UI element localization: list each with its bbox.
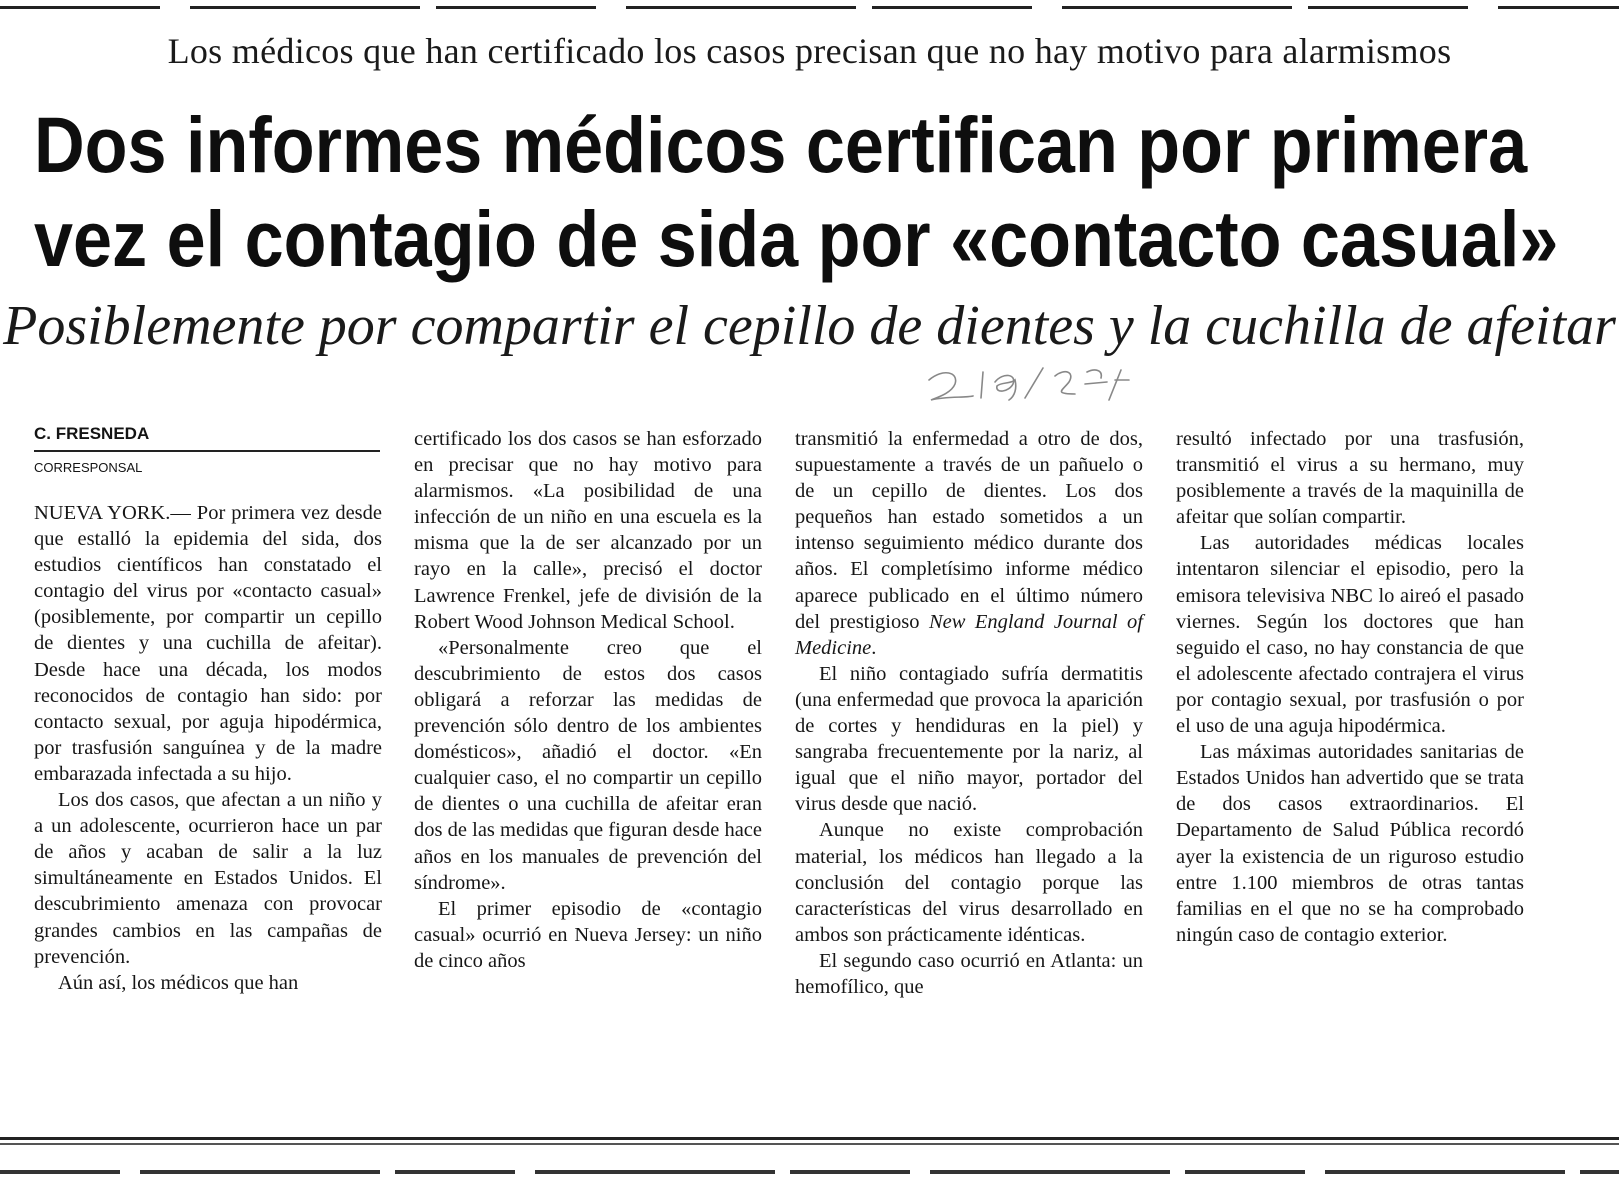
top-rule [0, 6, 1619, 9]
headline-line-2: vez el contagio de sida por «contacto casual» [34, 194, 1559, 283]
paragraph: «Personalmente creo que el descubrimiento de estos dos casos obligará a reforzar las medidas de prevención sólo dentro de los ambientes domésticos», añadió el doctor. «En cualquier caso, el no compartir un cepillo de dientes o una cuchilla de afeitar eran dos de las medidas que figuran desde hace años en los manuales de prevención del síndrome». [414, 636, 762, 894]
byline: C. FRESNEDA [34, 424, 380, 452]
paragraph: Las autoridades médicas locales intentaron silenciar el episodio, pero la emisora televisiva NBC lo aireó el pasado viernes. Según los doctores que han seguido el caso, no hay constancia de que el adolescente afectado contrajera el virus por contagio sexual, por trasfusión o por el uso de una aguja hipodérmica. [1176, 532, 1524, 738]
paragraph: transmitió la enfermedad a otro de dos, supuestamente a través de un pañuelo o de un cepillo de dientes. Los dos pequeños han estado sometidos a un intenso seguimiento médico durante dos años. El completísimo informe médico aparece publicado en el último número del prestigioso New England Journal of Medicine. [795, 428, 1143, 659]
kicker: Los médicos que han certificado los casos precisan que no hay motivo para alarmismos [167, 31, 1452, 71]
byline-role: CORRESPONSAL [34, 460, 143, 475]
subheadline: Posiblemente por compartir el cepillo de dientes y la cuchilla de afeitar [3, 295, 1616, 357]
paragraph: Aún así, los médicos que han [58, 971, 299, 994]
paragraph: El niño contagiado sufría dermatitis (una enfermedad que provoca la aparición de cortes y hendiduras en la piel) y sangraba frecuentemente por la nariz, al igual que el niño mayor, portador del virus desde que nació. [795, 662, 1143, 816]
paragraph: Aunque no existe comprobación material, los médicos han llegado a la conclusión del contagio porque las características del virus desarrollado en ambos son prácticamente idénticas. [795, 819, 1143, 946]
bottom-rule [0, 1137, 1619, 1140]
article-column-1 [34, 500, 382, 996]
paragraph: El segundo caso ocurrió en Atlanta: un hemofílico, que [795, 949, 1143, 998]
article-column-2 [414, 426, 762, 974]
paragraph: certificado los dos casos se han esforzado en precisar que no hay motivo para alarmismos. «La posibilidad de una infección de un niño en una escuela es la misma que la de ser alcanzado por un rayo en la calle», precisó el doctor Lawrence Frenkel, jefe de división de la Robert Wood Johnson Medical School. [414, 428, 762, 633]
paragraph: El primer episodio de «contagio casual» ocurrió en Nueva Jersey: un niño de cinco años [414, 897, 762, 972]
paragraph: NUEVA YORK.— Por primera vez desde que estalló la epidemia del sida, dos estudios científicos han constatado el contagio del virus por «contacto casual» (posiblemente, por compartir un cepillo de dientes y una cuchilla de afeitar). Desde hace una década, los modos reconocidos de contagio han sido: por contacto sexual, por aguja hipodérmica, por trasfusión sanguínea y de la madre embarazada infectada a su hijo. [34, 502, 382, 785]
paragraph: resultó infectado por una trasfusión, transmitió el virus a su hermano, muy posiblemente a través de la maquinilla de afeitar que solían compartir. [1176, 428, 1524, 529]
journal-name: New England Journal of Medicine [795, 610, 1143, 659]
bottom-rule-thin [0, 1143, 1619, 1145]
article-column-3 [795, 426, 1143, 1000]
article-column-4 [1176, 426, 1524, 948]
handwritten-note [925, 358, 1145, 410]
paragraph: Las máximas autoridades sanitarias de Estados Unidos han advertido que se trata de dos casos extraordinarios. El Departamento de Salud Pública recordó ayer la existencia de un riguroso estudio entre 1.100 miembros de otras tantas familias en el que no se ha comprobado ningún caso de contagio exterior. [1176, 741, 1524, 946]
paragraph: Los dos casos, que afectan a un niño y a un adolescente, ocurrieron hace un par de años y acaban de salir a la luz simultáneamente en Estados Unidos. El descubrimiento amenaza con provocar grandes cambios en las campañas de prevención. [34, 789, 382, 968]
page-edge-rule [0, 1170, 1619, 1174]
headline-line-1: Dos informes médicos certifican por primera [34, 100, 1528, 189]
